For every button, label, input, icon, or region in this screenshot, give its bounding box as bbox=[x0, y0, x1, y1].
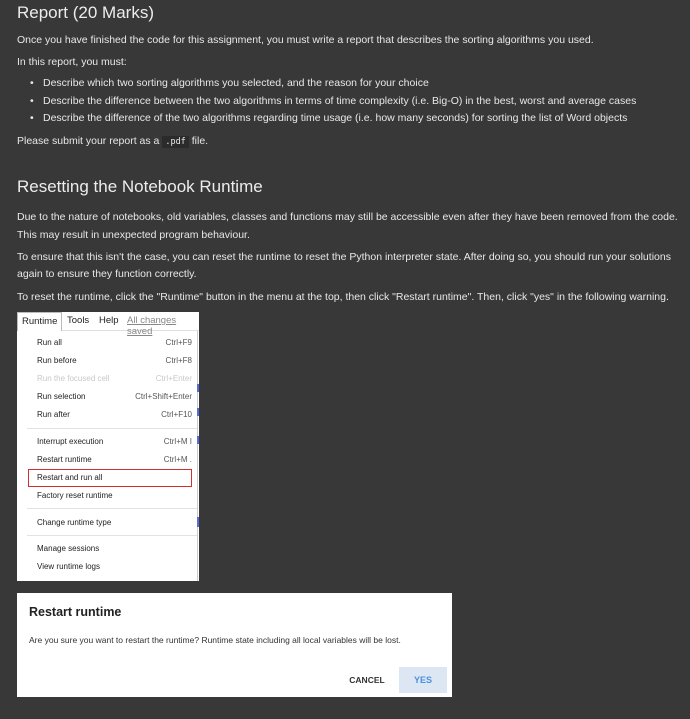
menu-divider bbox=[27, 508, 197, 509]
menu-item-factory-reset-runtime[interactable]: Factory reset runtime bbox=[37, 491, 113, 500]
runtime-dropdown bbox=[17, 331, 198, 581]
pdf-code: .pdf bbox=[162, 136, 188, 148]
menu-help[interactable]: Help bbox=[99, 315, 119, 326]
menu-item-run-selection[interactable]: Run selection Ctrl+Shift+Enter bbox=[37, 392, 192, 401]
menu-item-manage-sessions[interactable]: Manage sessions bbox=[37, 544, 100, 553]
list-item: • Describe the difference of the two algorithms regarding time usage (i.e. how many seconds) for sorting the list of Word objects bbox=[30, 112, 628, 124]
report-heading: Report (20 Marks) bbox=[17, 3, 154, 22]
reset-para2-line1: To ensure that this isn't the case, you can reset the runtime to reset the Python interpreter state. After doing so, you should run your solutions bbox=[17, 251, 671, 263]
reset-para1-line2: This may result in unexpected program behaviour. bbox=[17, 229, 250, 241]
report-lead: In this report, you must: bbox=[17, 56, 127, 68]
list-item: • Describe the difference between the two algorithms in terms of time complexity (i.e. Big-O) in the best, worst and average cases bbox=[30, 94, 637, 107]
menu-item-interrupt-execution[interactable]: Interrupt execution Ctrl+M I bbox=[37, 437, 192, 446]
dialog-message: Are you sure you want to restart the runtime? Runtime state including all local variables will be lost. bbox=[29, 635, 401, 645]
runtime-menu-screenshot bbox=[17, 312, 199, 581]
menu-item-run-all[interactable]: Run all Ctrl+F9 bbox=[37, 338, 192, 347]
background-edge bbox=[197, 517, 199, 527]
list-item: • Describe which two sorting algorithms you selected, and the reason for your choice bbox=[30, 77, 429, 89]
report-requirements-list bbox=[26, 75, 636, 128]
reset-para2-line2: again to ensure they function correctly. bbox=[17, 268, 197, 280]
report-intro: Once you have finished the code for this assignment, you must write a report that describes the sorting algorithms you used. bbox=[17, 34, 594, 46]
reset-heading: Resetting the Notebook Runtime bbox=[17, 177, 263, 196]
dialog-title: Restart runtime bbox=[29, 605, 122, 619]
reset-para3: To reset the runtime, click the "Runtime" button in the menu at the top, then click "Restart runtime". Then, click "yes" in the following warning. bbox=[17, 291, 669, 303]
background-edge bbox=[197, 436, 199, 444]
menu-item-restart-and-run-all[interactable]: Restart and run all bbox=[37, 473, 103, 482]
menu-item-view-runtime-logs[interactable]: View runtime logs bbox=[37, 562, 100, 571]
menu-runtime[interactable]: Runtime bbox=[17, 312, 62, 331]
menu-tools[interactable]: Tools bbox=[67, 315, 90, 326]
menu-item-restart-runtime[interactable]: Restart runtime Ctrl+M . bbox=[37, 455, 192, 464]
menu-divider bbox=[27, 535, 197, 536]
menubar bbox=[17, 312, 199, 337]
background-edge bbox=[197, 384, 199, 392]
cancel-button[interactable]: CANCEL bbox=[349, 675, 385, 685]
restart-runtime-dialog-screenshot bbox=[17, 593, 452, 697]
menu-item-run-focused-cell: Run the focused cell Ctrl+Enter bbox=[37, 374, 192, 383]
yes-button[interactable]: YES bbox=[399, 667, 447, 693]
menu-item-run-after[interactable]: Run after Ctrl+F10 bbox=[37, 410, 192, 419]
menu-item-change-runtime-type[interactable]: Change runtime type bbox=[37, 518, 112, 527]
menu-item-run-before[interactable]: Run before Ctrl+F8 bbox=[37, 356, 192, 365]
reset-para1-line1: Due to the nature of notebooks, old variables, classes and functions may still be accessible even after they have been removed from the code. bbox=[17, 211, 678, 223]
background-edge bbox=[197, 408, 199, 416]
menu-divider bbox=[27, 428, 197, 429]
saved-status[interactable]: All changes saved bbox=[127, 315, 177, 337]
submit-instruction: Please submit your report as a .pdf file. bbox=[17, 135, 209, 147]
